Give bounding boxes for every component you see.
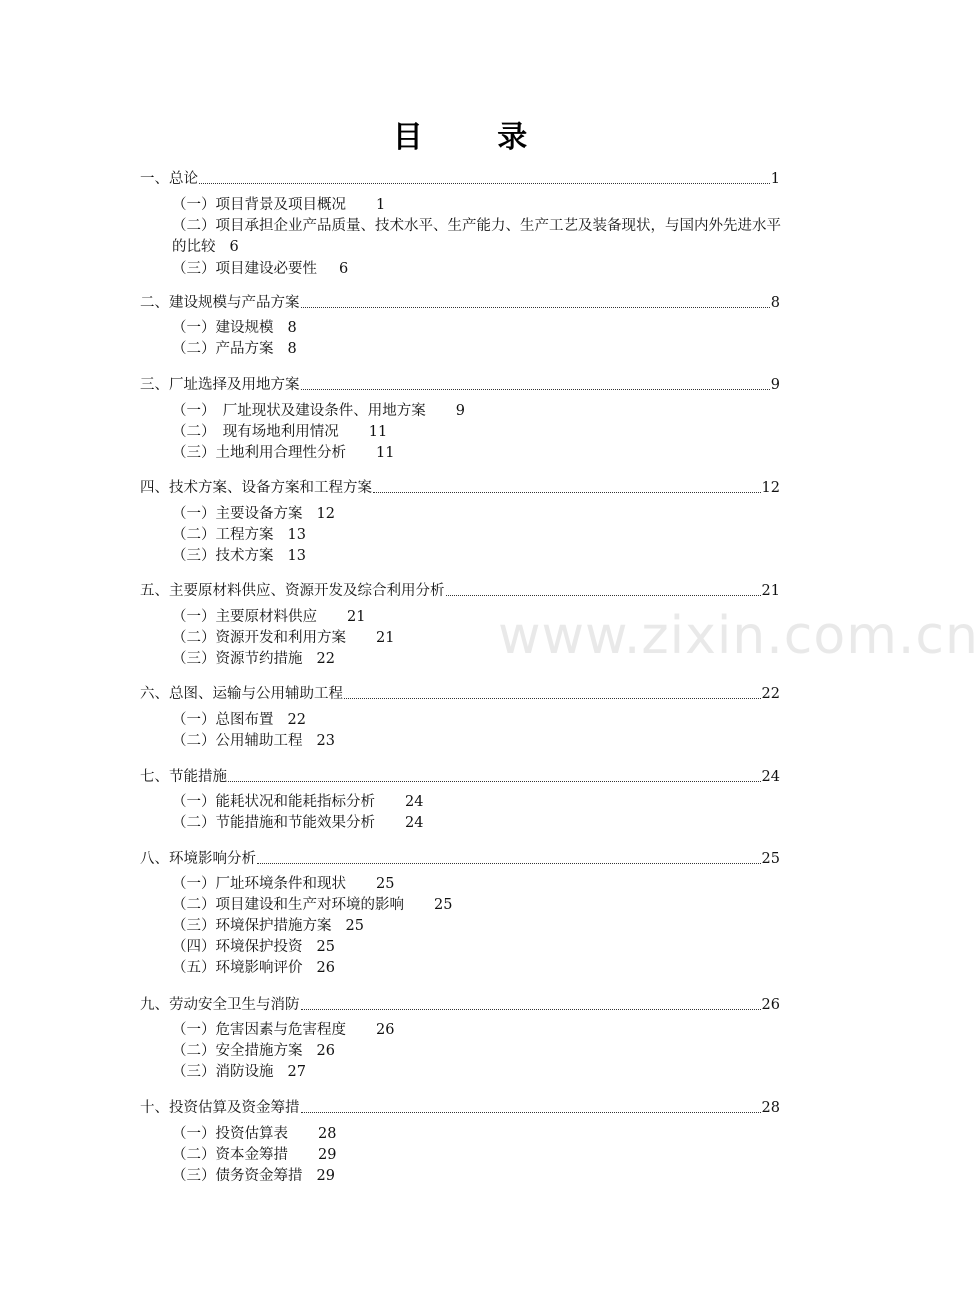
toc-section-page: 21 <box>761 583 780 599</box>
toc-subsection-page: 27 <box>287 1064 306 1080</box>
toc-subsection-label: （四）环境保护投资 <box>172 939 303 955</box>
toc-subsection-label: （一）能耗状况和能耗指标分析 <box>172 794 375 810</box>
dot-leader <box>301 389 770 390</box>
toc-section-8[interactable] <box>140 850 780 868</box>
dot-leader <box>373 492 761 493</box>
watermark: www.zixin.com.cn <box>498 606 979 666</box>
toc-section-label: 四、技术方案、设备方案和工程方案 <box>140 480 372 496</box>
toc-subsection-page: 26 <box>316 1043 335 1059</box>
toc-section-9[interactable] <box>140 996 780 1014</box>
toc-subsection-page: 24 <box>405 815 424 831</box>
toc-subsection[interactable] <box>172 401 784 422</box>
toc-subsection-label: （一）总图布置 <box>172 712 274 728</box>
toc-subsection[interactable] <box>172 422 784 443</box>
toc-section-label: 六、总图、运输与公用辅助工程 <box>140 686 343 702</box>
toc-subsection-label: （二）工程方案 <box>172 527 274 543</box>
toc-section-page: 28 <box>761 1100 780 1116</box>
toc-subsection[interactable] <box>172 1124 784 1145</box>
toc-subsection[interactable] <box>172 546 784 567</box>
toc-subsection[interactable] <box>172 895 784 916</box>
toc-subsection[interactable] <box>172 874 784 895</box>
toc-section-label: 二、建设规模与产品方案 <box>140 295 300 311</box>
toc-subsection-page: 25 <box>316 939 335 955</box>
toc-subsection-page: 22 <box>316 651 335 667</box>
toc-subsection-page: 28 <box>318 1126 337 1142</box>
toc-subsection[interactable] <box>172 1145 784 1166</box>
toc-section-page: 9 <box>770 377 780 393</box>
toc-subsection-label: （三）土地利用合理性分析 <box>172 445 346 461</box>
toc-title: 目 录 <box>392 120 560 155</box>
toc-section-label: 十、投资估算及资金筹措 <box>140 1100 300 1116</box>
toc-subsection-label: （二）节能措施和节能效果分析 <box>172 815 375 831</box>
toc-subsection-page: 8 <box>287 320 297 336</box>
toc-subsection-label: （一） 厂址现状及建设条件、用地方案 <box>172 403 426 419</box>
toc-section-label: 七、节能措施 <box>140 769 227 785</box>
toc-subsection-page: 11 <box>376 445 395 461</box>
dot-leader <box>344 698 761 699</box>
toc-section-label: 九、劳动安全卫生与消防 <box>140 997 300 1013</box>
toc-subsection-label: （三）环境保护措施方案 <box>172 918 332 934</box>
dot-leader <box>257 863 761 864</box>
dot-leader <box>228 781 761 782</box>
toc-subsection[interactable] <box>172 1020 784 1041</box>
toc-subsection-label: （三）资源节约措施 <box>172 651 303 667</box>
toc-subsection[interactable] <box>172 339 784 360</box>
toc-section-label: 八、环境影响分析 <box>140 851 256 867</box>
toc-subsection[interactable] <box>172 1166 784 1187</box>
toc-subsection[interactable] <box>172 958 784 979</box>
toc-subsection-page: 24 <box>405 794 424 810</box>
toc-subsection-label: （三）技术方案 <box>172 548 274 564</box>
toc-subsection[interactable] <box>172 916 784 937</box>
toc-subsection[interactable] <box>172 1062 784 1083</box>
toc-section-label: 三、厂址选择及用地方案 <box>140 377 300 393</box>
toc-subsection-page: 6 <box>229 239 239 255</box>
toc-subsection[interactable] <box>172 649 784 670</box>
toc-subsection[interactable] <box>172 525 784 546</box>
toc-subsection[interactable] <box>172 216 784 258</box>
dot-leader <box>301 1009 761 1010</box>
toc-subsection-label: （一）项目背景及项目概况 <box>172 197 346 213</box>
toc-subsection-page: 26 <box>376 1022 395 1038</box>
toc-subsection[interactable] <box>172 504 784 525</box>
toc-subsection-page: 6 <box>339 261 349 277</box>
toc-subsection[interactable] <box>172 628 784 649</box>
toc-subsection-page: 25 <box>434 897 453 913</box>
toc-subsection-label: （一）建设规模 <box>172 320 274 336</box>
toc-subsection-page: 1 <box>376 197 386 213</box>
toc-subsection-label: （五）环境影响评价 <box>172 960 303 976</box>
dot-leader <box>446 595 761 596</box>
toc-subsection[interactable] <box>172 731 784 752</box>
toc-subsection[interactable] <box>172 1041 784 1062</box>
dot-leader <box>301 307 770 308</box>
toc-section-page: 12 <box>761 480 780 496</box>
toc-section-page: 1 <box>770 171 780 187</box>
toc-section-page: 24 <box>761 769 780 785</box>
toc-subsection-label: （一）投资估算表 <box>172 1126 288 1142</box>
toc-subsection-label: （二）安全措施方案 <box>172 1043 303 1059</box>
toc-subsection-label: （三）消防设施 <box>172 1064 274 1080</box>
toc-section-label: 一、总论 <box>140 171 198 187</box>
toc-subsection-label: （二）公用辅助工程 <box>172 733 303 749</box>
toc-subsection-page: 22 <box>287 712 306 728</box>
toc-subsection-page: 8 <box>287 341 297 357</box>
toc-section-1[interactable] <box>140 170 780 188</box>
toc-subsection-page: 13 <box>287 548 306 564</box>
toc-subsection-page: 25 <box>376 876 395 892</box>
toc-section-5[interactable] <box>140 582 780 600</box>
toc-subsection[interactable] <box>172 195 784 216</box>
toc-section-page: 22 <box>761 686 780 702</box>
toc-subsection-label: （一）厂址环境条件和现状 <box>172 876 346 892</box>
toc-subsection-page: 11 <box>368 424 388 440</box>
toc-subsection[interactable] <box>172 443 784 464</box>
toc-subsection-label: （一）主要设备方案 <box>172 506 303 522</box>
toc-subsection-page: 29 <box>316 1168 335 1184</box>
toc-section-6[interactable] <box>140 685 780 703</box>
toc-subsection[interactable] <box>172 813 784 834</box>
toc-subsection[interactable] <box>172 937 784 958</box>
toc-subsection[interactable] <box>172 792 784 813</box>
toc-section-3[interactable] <box>140 376 780 394</box>
toc-subsection[interactable] <box>172 259 784 280</box>
toc-subsection-page: 21 <box>347 609 366 625</box>
toc-section-page: 25 <box>761 851 780 867</box>
toc-subsection[interactable] <box>172 710 784 731</box>
toc-subsection-page: 26 <box>316 960 335 976</box>
toc-subsection-label: （二）项目建设和生产对环境的影响 <box>172 897 404 913</box>
toc-subsection-page: 9 <box>455 403 465 419</box>
toc-subsection-label: （二）产品方案 <box>172 341 274 357</box>
toc-subsection-page: 25 <box>345 918 364 934</box>
toc-section-page: 26 <box>761 997 780 1013</box>
toc-subsection-label: （三）债务资金筹措 <box>172 1168 303 1184</box>
toc-subsection-label: （二）资源开发和利用方案 <box>172 630 346 646</box>
toc-subsection-label: （二）项目承担企业产品质量、技术水平、生产能力、生产工艺及装备现状，与国内外先进水平的比较 <box>172 218 781 255</box>
toc-section-10[interactable] <box>140 1099 780 1117</box>
toc-subsection-page: 21 <box>376 630 395 646</box>
toc-subsection-page: 29 <box>318 1147 337 1163</box>
toc-section-page: 8 <box>770 295 780 311</box>
toc-subsection-page: 13 <box>287 527 306 543</box>
toc-section-2[interactable] <box>140 294 780 312</box>
toc-subsection-label: （三）项目建设必要性 <box>172 261 317 277</box>
toc-subsection-page: 23 <box>316 733 335 749</box>
dot-leader <box>301 1112 761 1113</box>
toc-section-label: 五、主要原材料供应、资源开发及综合利用分析 <box>140 583 445 599</box>
toc-section-7[interactable] <box>140 768 780 786</box>
toc-subsection-label: （二） 现有场地利用情况 <box>172 424 339 440</box>
toc-subsection-label: （一）危害因素与危害程度 <box>172 1022 346 1038</box>
toc-subsection-label: （二）资本金筹措 <box>172 1147 288 1163</box>
toc-section-4[interactable] <box>140 479 780 497</box>
toc-subsection-label: （一）主要原材料供应 <box>172 609 317 625</box>
toc-subsection[interactable] <box>172 318 784 339</box>
dot-leader <box>199 183 770 184</box>
toc-subsection[interactable] <box>172 607 784 628</box>
toc-subsection-page: 12 <box>316 506 335 522</box>
